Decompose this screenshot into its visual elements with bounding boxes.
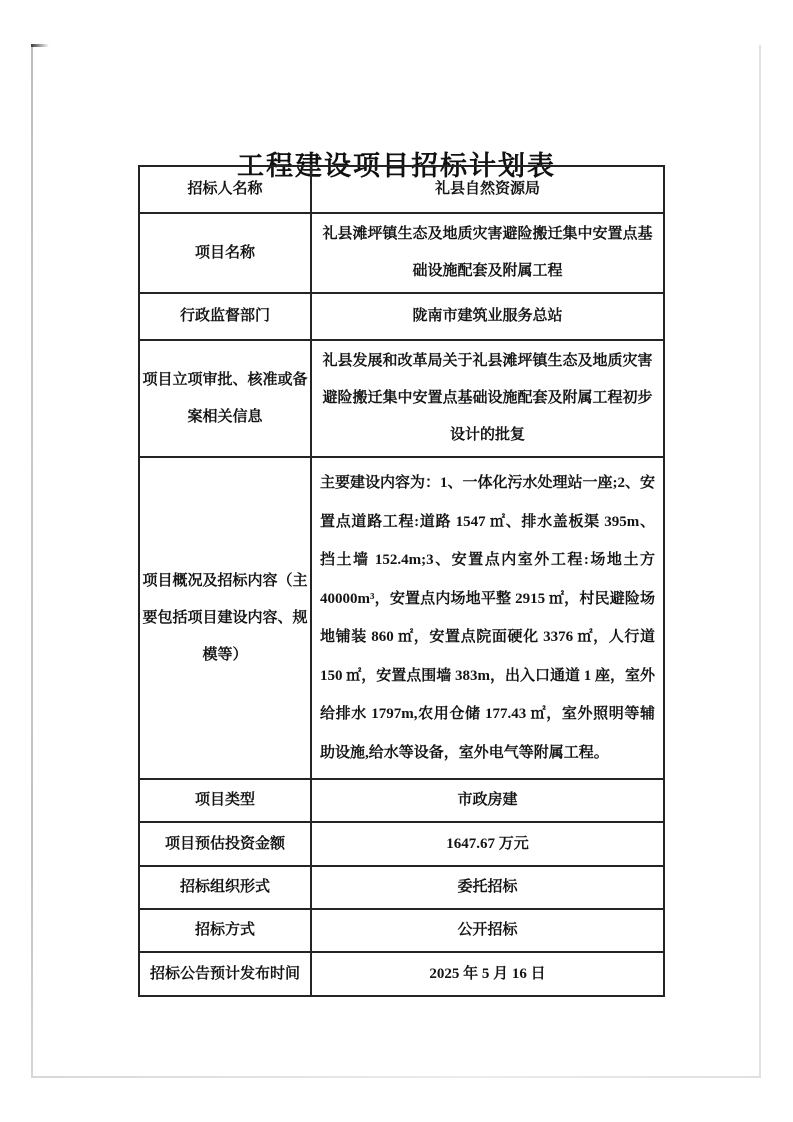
table-row — [139, 457, 664, 779]
row-value: 主要建设内容为：1、一体化污水处理站一座;2、安置点道路工程:道路 1547 ㎡、排水盖板渠 395m、挡土墙 152.4m;3、安置点内室外工程:场地土方 40000m³，安置点内场地平整 2915 ㎡，村民避险场地铺装 860 ㎡，安置点院面硬化 3376 ㎡，人行道 150 ㎡，安置点围墙 383m，出入口通道 1 座，室外给排水 1797m,农用仓储 177.43 ㎡，室外照明等辅助设施,给水等设备，室外电气等附属工程。 — [311, 457, 664, 779]
row-value: 礼县滩坪镇生态及地质灾害避险搬迁集中安置点基础设施配套及附属工程 — [311, 213, 664, 293]
row-value: 公开招标 — [311, 909, 664, 952]
row-label: 项目类型 — [139, 779, 311, 822]
row-value: 2025 年 5 月 16 日 — [311, 952, 664, 996]
scan-edge-right — [759, 45, 761, 1078]
table-row — [139, 952, 664, 996]
row-value: 陇南市建筑业服务总站 — [311, 293, 664, 340]
row-label: 招标人名称 — [139, 166, 311, 213]
document-title: 工程建设项目招标计划表 — [237, 151, 556, 182]
row-label: 招标公告预计发布时间 — [139, 952, 311, 996]
table-row — [139, 909, 664, 952]
scan-edge-top-dash — [31, 44, 49, 47]
table-row — [139, 779, 664, 822]
table-row — [139, 866, 664, 909]
row-value: 1647.67 万元 — [311, 822, 664, 866]
table-row — [139, 293, 664, 340]
row-label: 行政监督部门 — [139, 293, 311, 340]
scan-edge-bottom — [31, 1076, 761, 1078]
row-label: 招标方式 — [139, 909, 311, 952]
table-row — [139, 213, 664, 293]
row-label: 项目名称 — [139, 213, 311, 293]
row-value: 礼县自然资源局 — [311, 166, 664, 213]
table-row — [139, 822, 664, 866]
row-label: 项目立项审批、核准或备案相关信息 — [139, 340, 311, 457]
row-value: 委托招标 — [311, 866, 664, 909]
row-value: 市政房建 — [311, 779, 664, 822]
row-label: 招标组织形式 — [139, 866, 311, 909]
scan-edge-left — [31, 45, 33, 1077]
table-row — [139, 166, 664, 213]
bidding-plan-table — [138, 165, 665, 997]
row-label: 项目预估投资金额 — [139, 822, 311, 866]
row-label: 项目概况及招标内容（主要包括项目建设内容、规模等） — [139, 457, 311, 779]
table-row — [139, 340, 664, 457]
row-value: 礼县发展和改革局关于礼县滩坪镇生态及地质灾害避险搬迁集中安置点基础设施配套及附属工程初步设计的批复 — [311, 340, 664, 457]
